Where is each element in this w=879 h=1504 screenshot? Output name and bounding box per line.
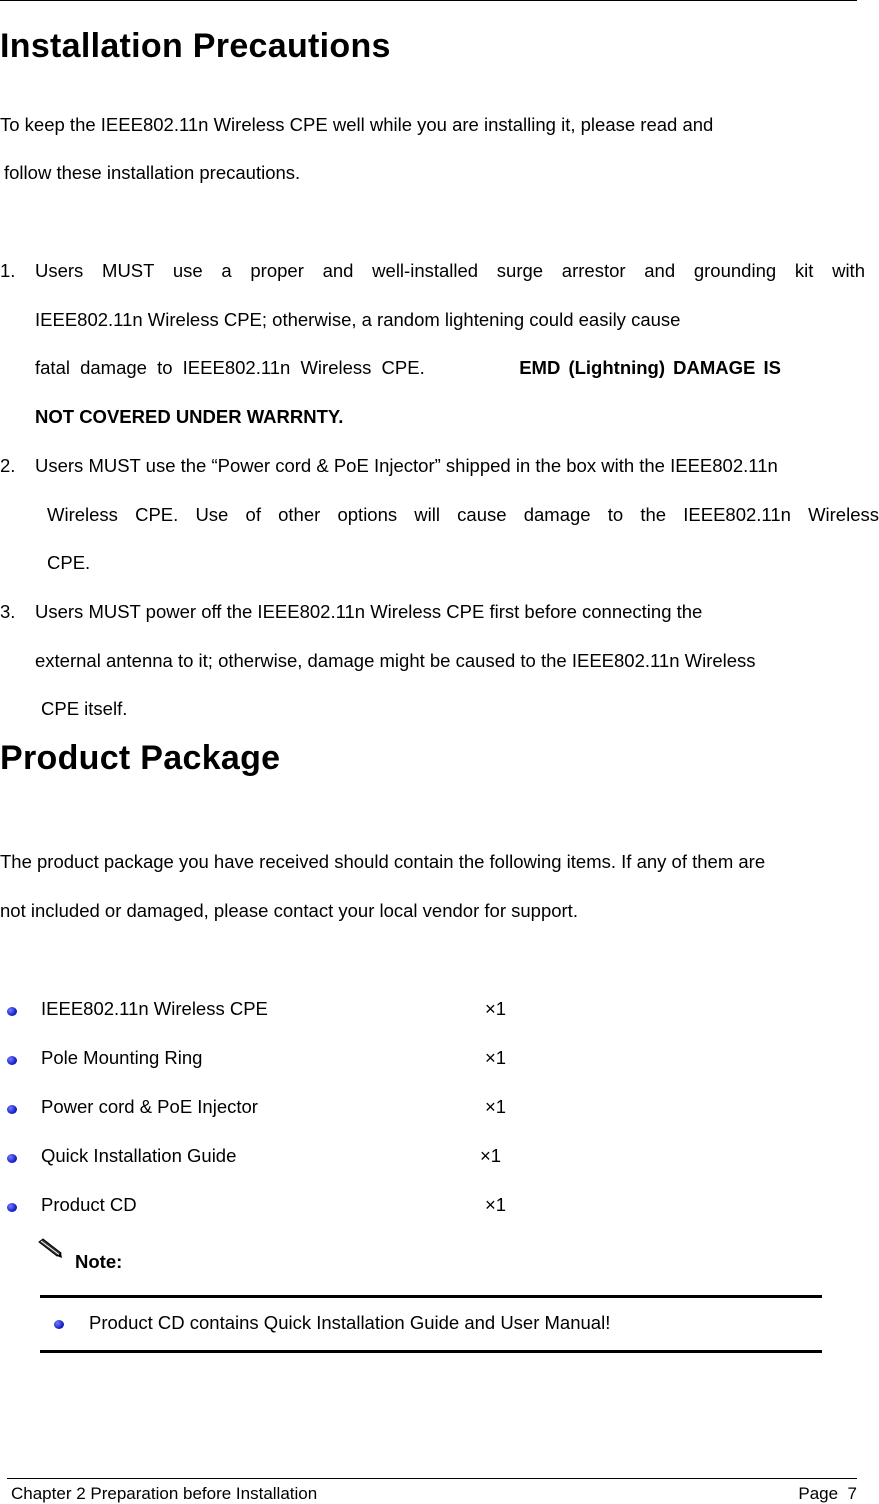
precaution-2-line-1: Users MUST use the “Power cord & PoE Injector” shipped in the box with the IEEE802.11n <box>35 455 778 476</box>
precaution-1-line-3-text: fatal damage to IEEE802.11n Wireless CPE. <box>35 357 425 378</box>
note-label: Note: <box>75 1251 123 1272</box>
package-item-qty: ×1 <box>485 1096 507 1117</box>
pencil-icon <box>37 1238 63 1265</box>
precaution-3-line-1: Users MUST power off the IEEE802.11n Wireless CPE first before connecting the <box>35 601 703 622</box>
header-rule <box>0 0 857 1</box>
bullet-icon <box>7 1056 17 1065</box>
package-item-name: Pole Mounting Ring <box>41 1047 203 1068</box>
precaution-3-line-2: external antenna to it; otherwise, damage might be caused to the IEEE802.11n Wireless <box>35 650 756 671</box>
footer-rule <box>7 1478 857 1479</box>
package-intro-line-2: not included or damaged, please contact your local vendor for support. <box>0 900 578 921</box>
section-title-product-package: Product Package <box>0 739 281 777</box>
list-item <box>0 1194 560 1220</box>
package-item-qty: ×1 <box>485 998 507 1019</box>
package-item-qty: ×1 <box>485 1194 507 1215</box>
package-item-name: IEEE802.11n Wireless CPE <box>41 998 268 1019</box>
section-title-installation-precautions: Installation Precautions <box>0 27 391 65</box>
precautions-intro-line-1: To keep the IEEE802.11n Wireless CPE well while you are installing it, please read and <box>0 114 714 135</box>
bullet-icon <box>7 1203 17 1212</box>
package-item-name: Quick Installation Guide <box>41 1145 237 1166</box>
list-item <box>0 1145 560 1171</box>
list-item <box>0 1096 560 1122</box>
package-intro-line-1: The product package you have received should contain the following items. If any of them are <box>0 851 766 872</box>
note-box <box>40 1295 822 1353</box>
note-text: Product CD contains Quick Installation Guide and User Manual! <box>89 1312 611 1333</box>
bullet-icon <box>54 1320 64 1329</box>
list-item <box>48 1312 788 1336</box>
precaution-number-2: 2. <box>0 455 16 476</box>
precaution-1-warning: EMD (Lightning) DAMAGE IS <box>519 357 781 378</box>
package-item-qty: ×1 <box>485 1047 507 1068</box>
package-item-name: Product CD <box>41 1194 137 1215</box>
footer-page-number: 7 <box>847 1484 857 1503</box>
precaution-number-1: 1. <box>0 260 16 281</box>
footer-page <box>798 1484 857 1504</box>
precaution-3-line-3: CPE itself. <box>41 698 128 719</box>
package-item-qty: ×1 <box>480 1145 502 1166</box>
precaution-1-line-2: IEEE802.11n Wireless CPE; otherwise, a random lightening could easily cause <box>35 309 681 330</box>
footer-chapter: Chapter 2 Preparation before Installation <box>11 1484 318 1503</box>
precautions-intro-line-2: follow these installation precautions. <box>4 162 301 183</box>
precaution-2-line-2: Wireless CPE. Use of other options will cause damage to the IEEE802.11n Wireless <box>47 504 879 525</box>
precaution-2-line-3: CPE. <box>47 552 91 573</box>
precaution-1-warning-continued: NOT COVERED UNDER WARRNTY. <box>35 406 344 427</box>
bullet-icon <box>7 1105 17 1114</box>
package-item-name: Power cord & PoE Injector <box>41 1096 258 1117</box>
precaution-1-line-1: Users MUST use a proper and well-installed surge arrestor and grounding kit with <box>35 260 865 281</box>
bullet-icon <box>7 1154 17 1163</box>
list-item <box>0 1047 560 1073</box>
bullet-icon <box>7 1007 17 1016</box>
precaution-1-line-3 <box>35 357 781 379</box>
footer-page-label: Page <box>798 1484 839 1503</box>
precaution-number-3: 3. <box>0 601 16 622</box>
list-item <box>0 998 560 1024</box>
